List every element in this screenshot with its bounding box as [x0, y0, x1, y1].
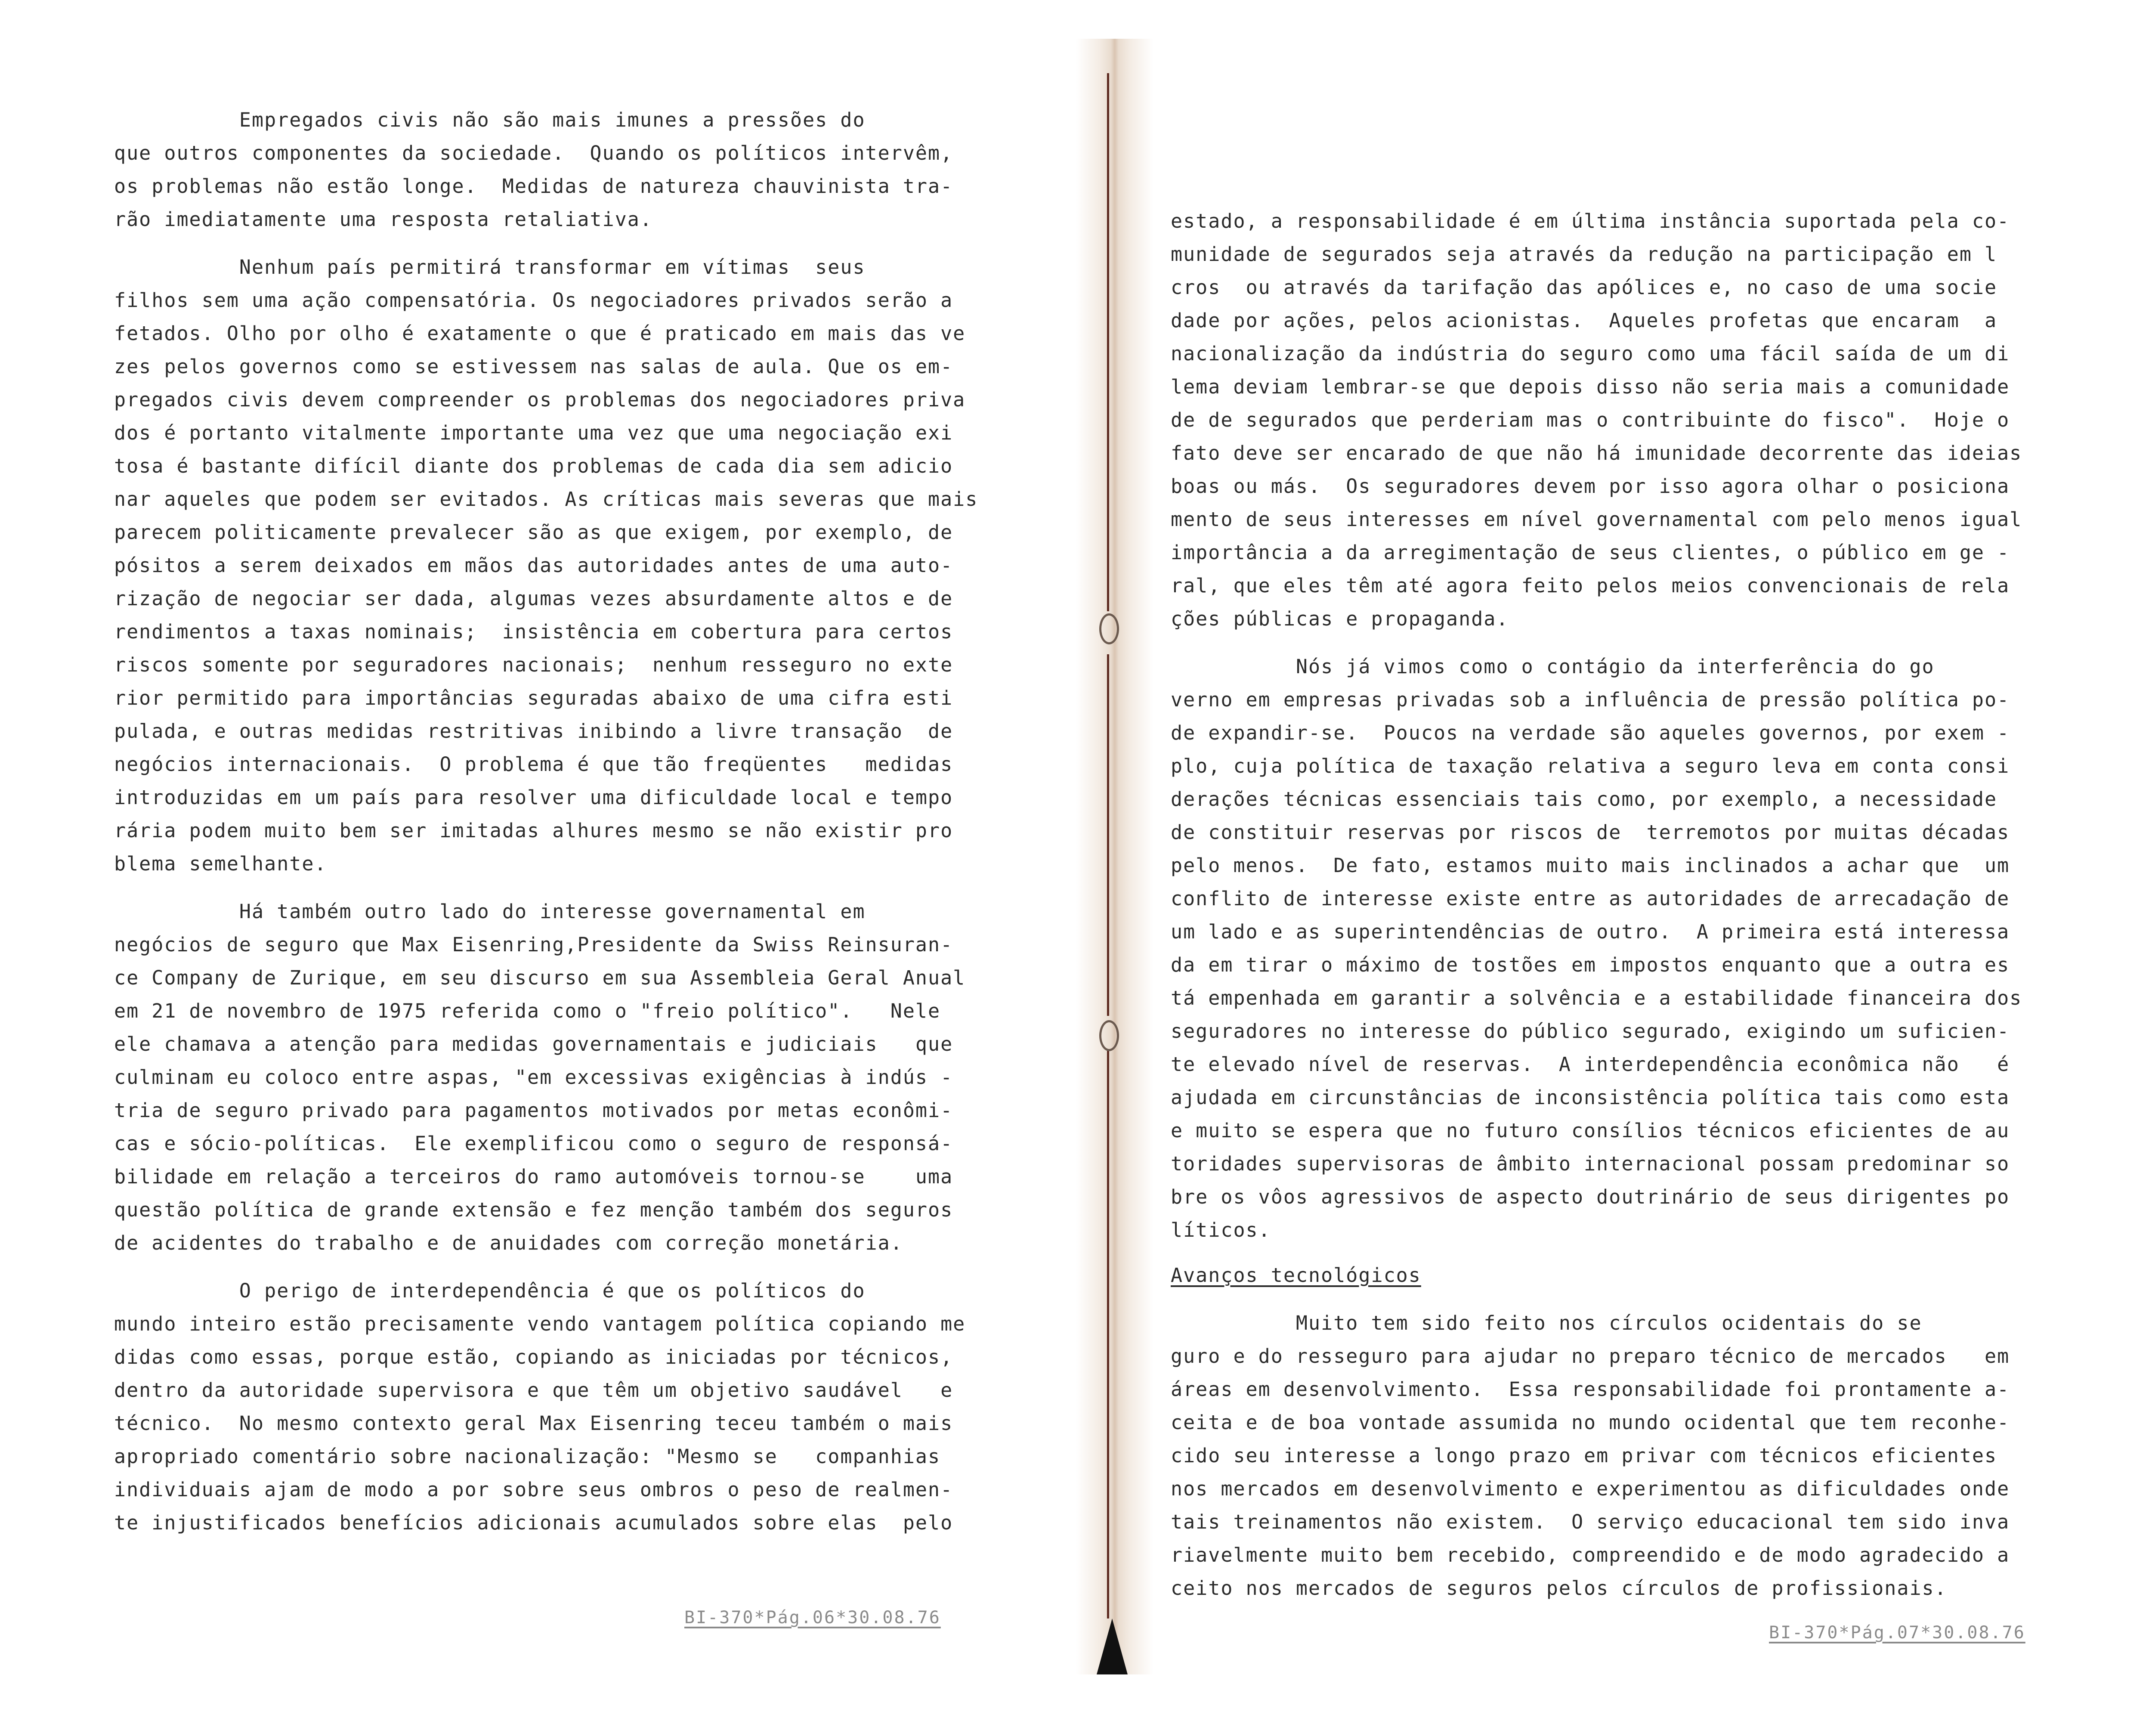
paragraph-gap: [1171, 635, 2057, 650]
text-line: ral, que eles têm até agora feito pelos meios convencionais de rela: [1171, 574, 2010, 597]
staple-hole: [1099, 613, 1119, 644]
text-line: dade por ações, pelos acionistas. Aqueles profetas que encaram a: [1171, 309, 1997, 332]
binding-line: [1107, 73, 1109, 611]
text-line: Empregados civis não são mais imunes a pressões do: [114, 108, 866, 131]
text-line: ajudada em circunstâncias de inconsistência política tais como esta: [1171, 1086, 2010, 1109]
section-heading: Avanços tecnológicos: [1171, 1264, 1421, 1287]
text-line: bilidade em relação a terceiros do ramo automóveis tornou-se uma: [114, 1165, 953, 1188]
text-line: rária podem muito bem ser imitadas alhures mesmo se não existir pro: [114, 819, 953, 842]
text-line: tá empenhada em garantir a solvência e a estabilidade financeira dos: [1171, 987, 2022, 1009]
text-line: riscos somente por seguradores nacionais; nenhum resseguro no exte: [114, 653, 953, 676]
text-line: nos mercados em desenvolvimento e experimentou as dificuldades onde: [1171, 1477, 2010, 1500]
text-line: Nenhum país permitirá transformar em vítimas seus: [114, 256, 866, 279]
text-line: em 21 de novembro de 1975 referida como o "freio político". Nele: [114, 1000, 941, 1022]
paragraph: [114, 1274, 1009, 1539]
text-line: nacionalização da indústria do seguro como uma fácil saída de um di: [1171, 342, 2010, 365]
text-line: importância a da arregimentação de seus clientes, o público em ge -: [1171, 541, 2010, 564]
paragraph: [1171, 650, 2057, 1247]
text-line: rização de negociar ser dada, algumas vezes absurdamente altos e de: [114, 587, 953, 610]
text-line: individuais ajam de modo a por sobre seus ombros o peso de realmen-: [114, 1478, 953, 1501]
text-line: pregados civis devem compreender os problemas dos negociadores priva: [114, 388, 966, 411]
text-line: negócios internacionais. O problema é que tão freqüentes medidas: [114, 753, 953, 776]
text-line: mento de seus interesses em nível governamental com pelo menos igual: [1171, 508, 2022, 531]
text-line: parecem politicamente prevalecer são as que exigem, por exemplo, de: [114, 521, 953, 544]
text-line: te injustificados benefícios adicionais acumulados sobre elas pelo: [114, 1511, 953, 1534]
text-line: seguradores no interesse do público segurado, exigindo um suficien-: [1171, 1020, 2010, 1043]
text-line: questão política de grande extensão e fez menção também dos seguros: [114, 1198, 953, 1221]
text-line: ceita e de boa vontade assumida no mundo ocidental que tem reconhe-: [1171, 1411, 2010, 1434]
text-line: rão imediatamente uma resposta retaliativa.: [114, 208, 652, 231]
text-line: O perigo de interdependência é que os políticos do: [114, 1279, 866, 1302]
text-line: que outros componentes da sociedade. Quando os políticos intervêm,: [114, 142, 953, 164]
text-line: pulada, e outras medidas restritivas inibindo a livre transação de: [114, 720, 953, 743]
text-line: zes pelos governos como se estivessem nas salas de aula. Que os em-: [114, 355, 953, 378]
left-page-text: [114, 103, 1009, 1539]
text-line: introduzidas em um país para resolver uma dificuldade local e tempo: [114, 786, 953, 809]
text-line: ce Company de Zurique, em seu discurso em sua Assembleia Geral Anual: [114, 966, 966, 989]
paragraph-gap: [114, 236, 1009, 251]
text-line: da em tirar o máximo de tostões em impostos enquanto que a outra es: [1171, 953, 2010, 976]
text-line: negócios de seguro que Max Eisenring,Presidente da Swiss Reinsuran-: [114, 933, 953, 956]
paragraph-gap: [1171, 1292, 2057, 1306]
text-line: rendimentos a taxas nominais; insistência em cobertura para certos: [114, 620, 953, 643]
text-line: bre os vôos agressivos de aspecto doutrinário de seus dirigentes po: [1171, 1185, 2010, 1208]
text-line: Nós já vimos como o contágio da interferência do go: [1171, 655, 1935, 678]
text-line: líticos.: [1171, 1219, 1271, 1241]
text-line: lema deviam lembrar-se que depois disso não seria mais a comunidade: [1171, 375, 2010, 398]
paragraph-gap: [114, 1259, 1009, 1274]
text-line: didas como essas, porque estão, copiando as iniciadas por técnicos,: [114, 1346, 953, 1368]
text-line: de acidentes do trabalho e de anuidades com correção monetária.: [114, 1232, 903, 1254]
text-line: tais treinamentos não existem. O serviço educacional tem sido inva: [1171, 1510, 2010, 1533]
text-line: verno em empresas privadas sob a influência de pressão política po-: [1171, 688, 2010, 711]
text-line: tosa é bastante difícil diante dos problemas de cada dia sem adicio: [114, 455, 953, 477]
binding-notch: [1097, 1618, 1128, 1674]
text-line: e muito se espera que no futuro consílios técnicos eficientes de au: [1171, 1119, 2010, 1142]
text-line: os problemas não estão longe. Medidas de natureza chauvinista tra-: [114, 175, 953, 198]
text-line: derações técnicas essenciais tais como, por exemplo, a necessidade: [1171, 788, 1997, 811]
text-line: ele chamava a atenção para medidas governamentais e judiciais que: [114, 1033, 953, 1055]
text-line: de constituir reservas por riscos de terremotos por muitas décadas: [1171, 821, 2010, 844]
text-line: cas e sócio-políticas. Ele exemplificou como o seguro de responsá-: [114, 1132, 953, 1155]
paragraph: [1171, 204, 2057, 635]
text-line: toridades supervisoras de âmbito internacional possam predominar so: [1171, 1152, 2010, 1175]
text-line: ções públicas e propaganda.: [1171, 607, 1509, 630]
staple-hole: [1099, 1020, 1119, 1051]
text-line: dentro da autoridade supervisora e que têm um objetivo saudável e: [114, 1379, 953, 1402]
text-line: filhos sem uma ação compensatória. Os negociadores privados serão a: [114, 289, 953, 312]
paragraph: [114, 251, 1009, 880]
text-line: boas ou más. Os seguradores devem por isso agora olhar o posiciona: [1171, 475, 2010, 498]
paragraph: [1171, 1306, 2057, 1605]
text-line: munidade de segurados seja através da redução na participação em l: [1171, 243, 1997, 266]
text-line: de expandir-se. Poucos na verdade são aqueles governos, por exem -: [1171, 721, 2010, 744]
text-line: nar aqueles que podem ser evitados. As críticas mais severas que mais: [114, 488, 978, 511]
text-line: rior permitido para importâncias seguradas abaixo de uma cifra esti: [114, 687, 953, 709]
paragraph: [114, 103, 1009, 236]
text-line: Muito tem sido feito nos círculos ocidentais do se: [1171, 1312, 1922, 1334]
text-line: riavelmente muito bem recebido, compreendido e de modo agradecido a: [1171, 1544, 2010, 1566]
text-line: Há também outro lado do interesse governamental em: [114, 900, 866, 923]
text-line: te elevado nível de reservas. A interdependência econômica não é: [1171, 1053, 2010, 1076]
paragraph: [114, 895, 1009, 1259]
text-line: blema semelhante.: [114, 852, 327, 875]
text-line: tria de seguro privado para pagamentos motivados por metas econômi-: [114, 1099, 953, 1122]
text-line: mundo inteiro estão precisamente vendo vantagem política copiando me: [114, 1312, 966, 1335]
binding-line: [1107, 654, 1109, 1016]
text-line: apropriado comentário sobre nacionalização: "Mesmo se companhias: [114, 1445, 941, 1468]
binding-line: [1107, 1050, 1109, 1618]
text-line: culminam eu coloco entre aspas, "em excessivas exigências à indús -: [114, 1066, 953, 1089]
text-line: conflito de interesse existe entre as autoridades de arrecadação de: [1171, 887, 2010, 910]
text-line: técnico. No mesmo contexto geral Max Eisenring teceu também o mais: [114, 1412, 953, 1435]
page-footer: BI-370*Pág.07*30.08.76: [1769, 1623, 2025, 1643]
right-page-text: [1171, 204, 2057, 1605]
paragraph-gap: [114, 880, 1009, 895]
text-line: plo, cuja política de taxação relativa a seguro leva em conta consi: [1171, 755, 2010, 777]
text-line: fetados. Olho por olho é exatamente o que é praticado em mais das ve: [114, 322, 966, 345]
text-line: áreas em desenvolvimento. Essa responsabilidade foi prontamente a-: [1171, 1378, 2010, 1401]
text-line: estado, a responsabilidade é em última instância suportada pela co-: [1171, 210, 2010, 232]
text-line: um lado e as superintendências de outro. A primeira está interessa: [1171, 920, 2010, 943]
page-footer: BI-370*Pág.06*30.08.76: [684, 1608, 941, 1628]
text-line: dos é portanto vitalmente importante uma vez que uma negociação exi: [114, 421, 953, 444]
text-line: guro e do resseguro para ajudar no preparo técnico de mercados em: [1171, 1345, 2010, 1368]
text-line: pósitos a serem deixados em mãos das autoridades antes de uma auto-: [114, 554, 953, 577]
text-line: cros ou através da tarifação das apólices e, no caso de uma socie: [1171, 276, 1997, 299]
text-line: cido seu interesse a longo prazo em privar com técnicos eficientes: [1171, 1444, 1997, 1467]
text-line: fato deve ser encarado de que não há imunidade decorrente das ideias: [1171, 442, 2022, 464]
text-line: ceito nos mercados de seguros pelos círculos de profissionais.: [1171, 1577, 1947, 1600]
text-line: de de segurados que perderiam mas o contribuinte do fisco". Hoje o: [1171, 408, 2010, 431]
text-line: pelo menos. De fato, estamos muito mais inclinados a achar que um: [1171, 854, 2010, 877]
